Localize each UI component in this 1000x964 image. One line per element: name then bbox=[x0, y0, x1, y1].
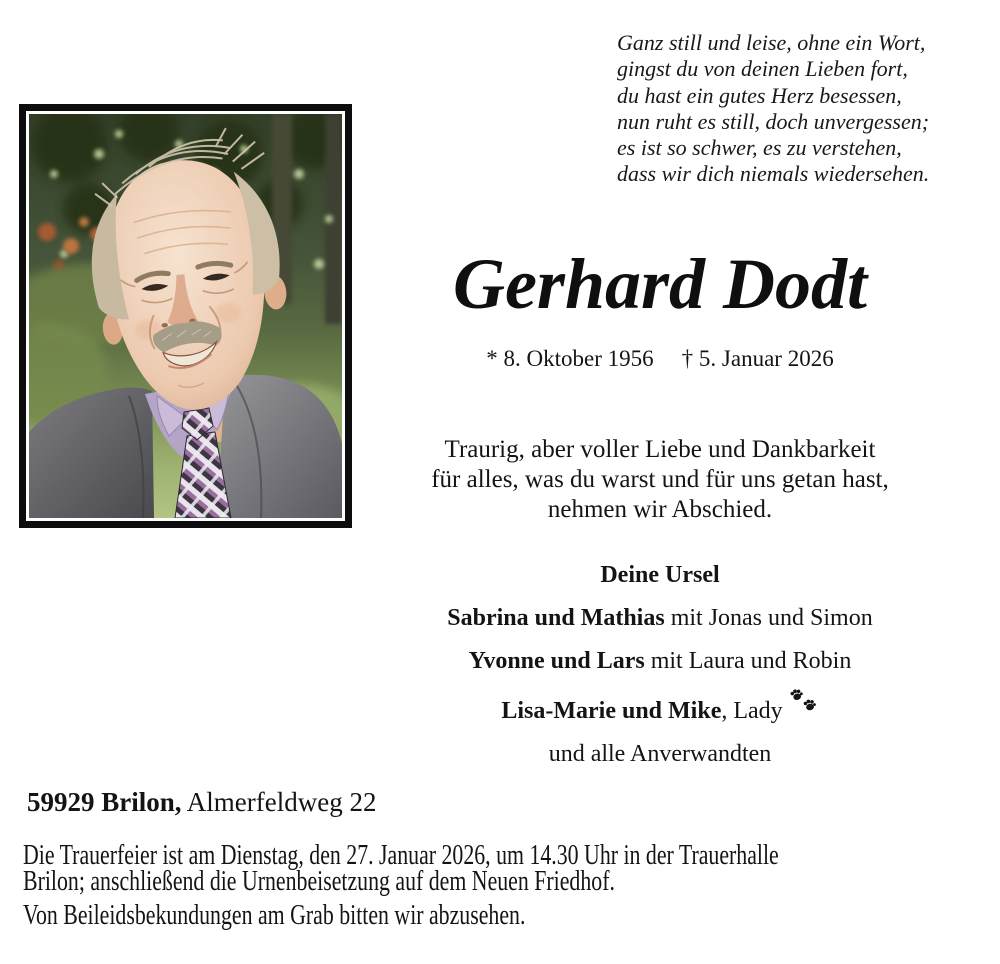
family-names-bold: Sabrina und Mathias bbox=[447, 605, 665, 631]
poem-line: dass wir dich niemals wiedersehen. bbox=[617, 161, 930, 187]
family-names-rest: , Lady bbox=[721, 698, 783, 724]
paw-prints-icon bbox=[787, 686, 819, 714]
condolence-line: Traurig, aber voller Liebe und Dankbarkeit bbox=[444, 436, 876, 463]
photo-frame bbox=[19, 104, 352, 528]
condolence-text bbox=[355, 435, 965, 525]
family-names-bold: Lisa-Marie und Mike bbox=[501, 698, 722, 724]
poem-line: du hast ein gutes Herz besessen, bbox=[617, 82, 902, 108]
poem-line: nun ruht es still, doch unvergessen; bbox=[617, 108, 930, 134]
street: Almerfeldweg 22 bbox=[181, 787, 377, 817]
family-names-bold: Deine Ursel bbox=[600, 562, 720, 588]
family-names-rest: und alle Anverwandten bbox=[548, 741, 772, 767]
portrait-photo bbox=[29, 114, 342, 518]
family-names-bold: Yvonne und Lars bbox=[468, 648, 645, 674]
condolence-line: nehmen wir Abschied. bbox=[547, 496, 773, 523]
family-line bbox=[355, 692, 965, 723]
memorial-poem bbox=[617, 30, 929, 188]
birth-date: * 8. Oktober 1956 bbox=[486, 346, 654, 371]
family-line bbox=[355, 563, 965, 587]
address-line bbox=[27, 789, 376, 816]
poem-line: Ganz still und leise, ohne ein Wort, bbox=[617, 30, 926, 55]
funeral-notice bbox=[23, 840, 779, 931]
condolence-line: für alles, was du warst und für uns getan hast, bbox=[431, 466, 889, 493]
postal-city: 59929 Brilon, bbox=[27, 787, 182, 817]
life-dates bbox=[355, 347, 965, 370]
condolence-refusal-line: Von Beileidsbekundungen am Grab bitten wir abzusehen. bbox=[23, 900, 526, 931]
notice-line: Die Trauerfeier ist am Dienstag, den 27. Januar 2026, um 14.30 Uhr in der Trauerhalle bbox=[23, 840, 779, 871]
notice-line: Brilon; anschließend die Urnenbeisetzung auf dem Neuen Friedhof. bbox=[23, 865, 615, 897]
family-line bbox=[355, 649, 965, 673]
family-line bbox=[355, 606, 965, 630]
family-names-rest: mit Laura und Robin bbox=[644, 648, 852, 674]
family-list bbox=[355, 563, 965, 785]
poem-line: es ist so schwer, es zu verstehen, bbox=[617, 135, 902, 161]
family-line bbox=[355, 742, 965, 766]
death-date: † 5. Januar 2026 bbox=[681, 346, 834, 371]
deceased-name: Gerhard Dodt bbox=[452, 244, 868, 324]
poem-line: gingst du von deinen Lieben fort, bbox=[617, 56, 908, 82]
family-names-rest: mit Jonas und Simon bbox=[664, 605, 873, 631]
